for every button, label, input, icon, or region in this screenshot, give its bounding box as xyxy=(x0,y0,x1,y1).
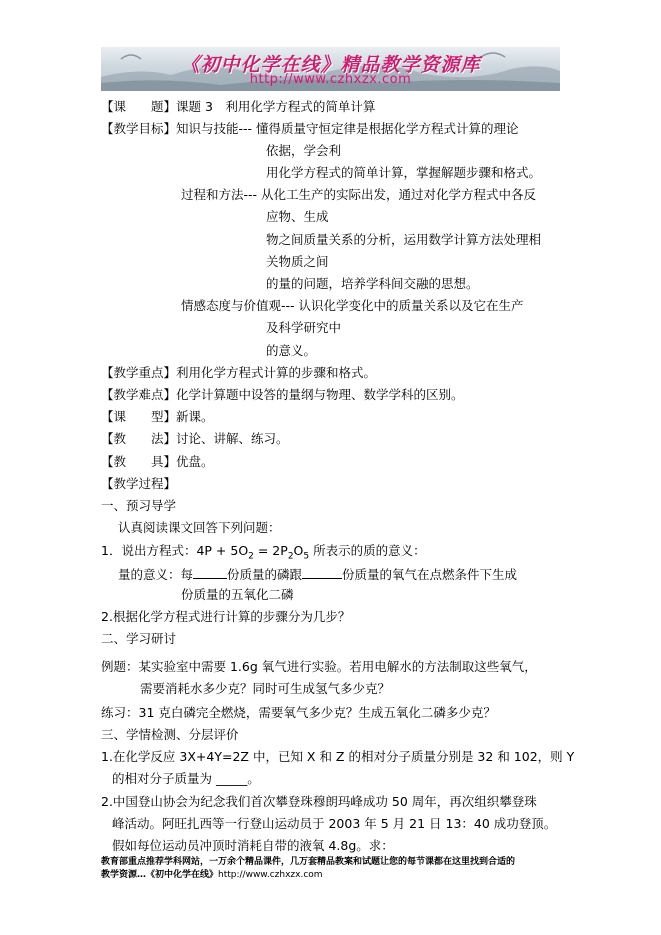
footer-line: 教育部重点推荐学科网站，一万余个精品课件，几万套精品教案和试题让您的每节课都在这里找到合适的 xyxy=(101,857,516,867)
goal-line: 物之间质量关系的分析，运用数学计算方法处理相 xyxy=(266,232,542,247)
goal-line: 依据，学会利 xyxy=(266,143,342,158)
section-intro: 认真阅读课文回答下列问题： xyxy=(118,520,281,535)
practice-line: 练习：31 克白磷完全燃烧，需要氧气多少克？生成五氧化二磷多少克？ xyxy=(101,705,496,720)
section-heading: 三、学情检测、分层评价 xyxy=(101,727,239,742)
goal-line: 的量的问题，培养学科间交融的思想。 xyxy=(266,276,479,291)
footer-line: 教学资源…《初中化学在线》http://www.czhxzx.com xyxy=(101,870,323,880)
process-heading: 【教学过程】 xyxy=(101,476,177,491)
goal-line: 及科学研究中 xyxy=(266,320,342,335)
test-question-1: 1.在化学反应 3X+4Y=2Z 中，已知 X 和 Z 的相对分子质量分别是 32 和 102，则 Y xyxy=(101,749,575,764)
difficulty-line: 【教学难点】化学计算题中设答的量纲与物理、数学学科的区别。 xyxy=(101,387,464,402)
page-footer xyxy=(101,856,571,882)
footer-link[interactable]: http://www.czhxzx.com xyxy=(218,870,323,880)
answer-blank[interactable] xyxy=(193,565,227,579)
test-question-2: 假如每位运动员冲顶时消耗自带的液氧 4.8g。求： xyxy=(112,838,394,853)
section-heading: 二、学习研讨 xyxy=(101,631,177,646)
goal-line: 用化学方程式的简单计算，掌握解题步骤和格式。 xyxy=(266,165,542,180)
test-question-1: 的相对分子质量为 _____。 xyxy=(112,771,260,786)
banner-title: 《初中化学在线》精品教学资源库 xyxy=(180,54,481,76)
method-line: 【教 法】讨论、讲解、练习。 xyxy=(101,431,289,446)
question-2: 2.根据化学方程式进行计算的步骤分为几步？ xyxy=(101,609,351,624)
goal-line: 的意义。 xyxy=(266,343,317,358)
example-line: 需要消耗水多少克？同时可生成氢气多少克？ xyxy=(140,681,391,696)
goal-line: 应物、生成 xyxy=(266,209,329,224)
question-1: 1．说出方程式：$4P + 5O_2 = 2P_2O_5$ 所表示的质的意义： xyxy=(101,543,426,562)
test-question-2: 2.中国登山协会为纪念我们首次攀登珠穆朗玛峰成功 50 周年，再次组织攀登珠 xyxy=(101,794,537,809)
tools-line: 【教 具】优盘。 xyxy=(101,454,214,469)
question-1-answer: 份质量的五氧化二磷 xyxy=(181,587,294,602)
goal-line: 关物质之间 xyxy=(266,254,329,269)
answer-blank[interactable] xyxy=(302,565,342,579)
banner-url[interactable]: http://www.czhxzx.com xyxy=(249,72,412,87)
header-banner xyxy=(101,47,560,91)
question-1-answer: 量的意义：每 份质量的磷跟 份质量的氧气在点燃条件下生成 xyxy=(118,567,518,582)
goal-line: 【教学目标】知识与技能--- 懂得质量守恒定律是根据化学方程式计算的理论 xyxy=(101,121,519,136)
section-heading: 一、预习导学 xyxy=(101,498,177,513)
lesson-type-line: 【课 型】新课。 xyxy=(101,409,214,424)
example-line: 例题：某实验室中需要 1.6g 氧气进行实验。若用电解水的方法制取这些氧气， xyxy=(101,659,537,674)
key-point-line: 【教学重点】利用化学方程式计算的步骤和格式。 xyxy=(101,365,377,380)
goal-line: 情感态度与价值观--- 认识化学变化中的质量关系以及它在生产 xyxy=(181,298,524,313)
test-question-2: 峰活动。阿旺扎西等一行登山运动员于 2003 年 5 月 21 日 13：40 成功登顶。 xyxy=(112,816,557,831)
goal-line: 过程和方法--- 从化工生产的实际出发，通过对化学方程式中各反 xyxy=(181,187,537,202)
topic-line: 【课 题】课题 3 利用化学方程式的简单计算 xyxy=(101,99,376,114)
